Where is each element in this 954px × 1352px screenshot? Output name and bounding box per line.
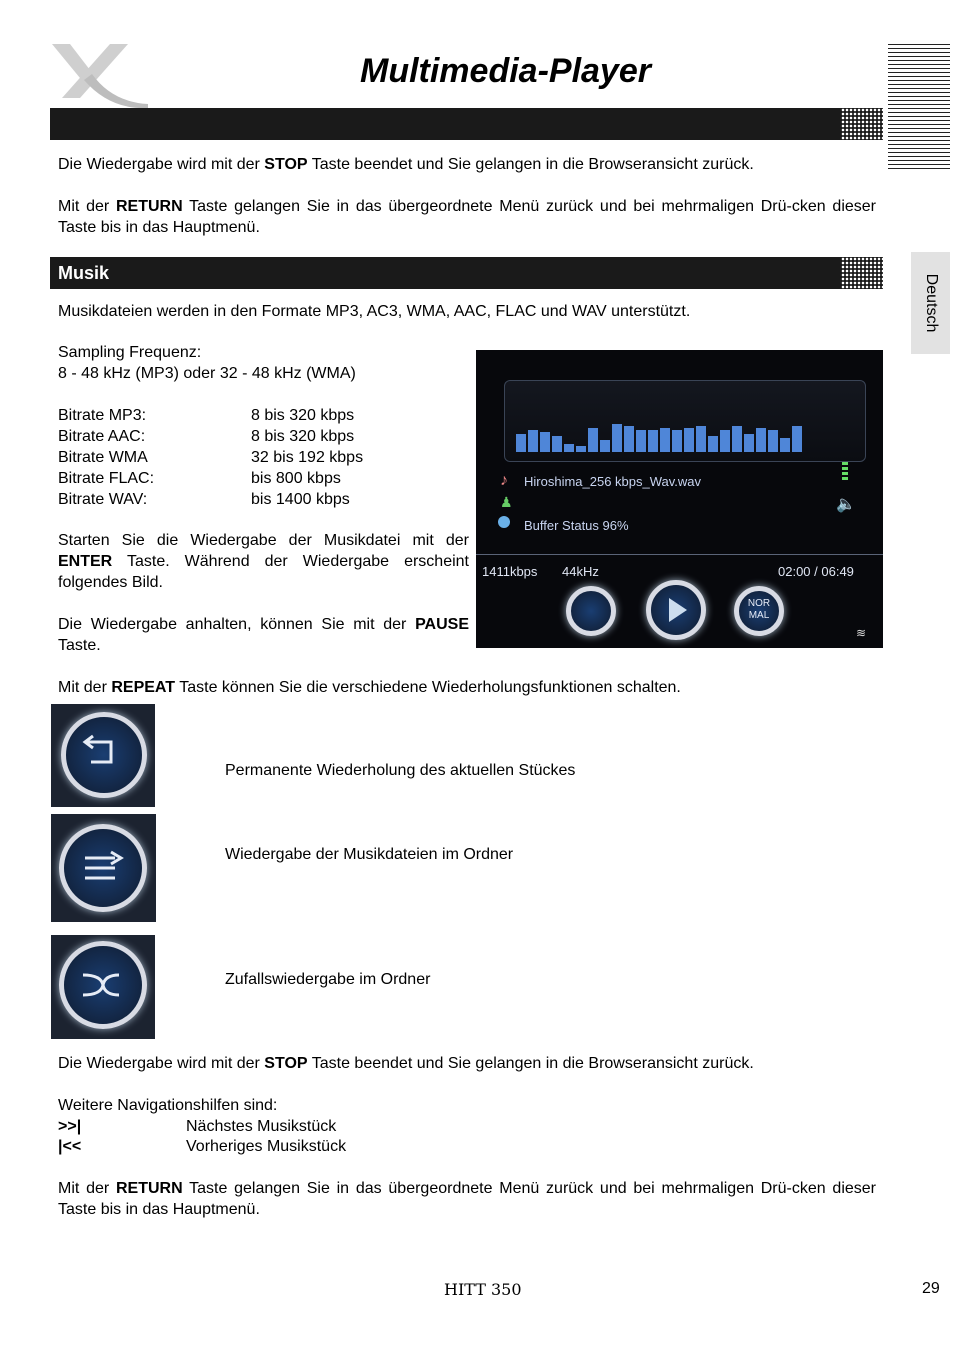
bitrate-value: 8 bis 320 kbps — [251, 428, 355, 445]
sampling-value: 8 - 48 kHz (MP3) oder 32 - 48 kHz (WMA) — [58, 365, 356, 382]
language-tab[interactable]: Deutsch — [911, 252, 950, 354]
nav-key-prev: |<< — [58, 1138, 82, 1155]
decorative-stripes — [888, 44, 950, 172]
nav-desc-next: Nächstes Musikstück — [186, 1118, 337, 1135]
music-note-icon: ♪ — [500, 472, 508, 489]
buffer-icon — [498, 516, 510, 528]
bitrate-value: bis 800 kbps — [251, 470, 341, 487]
bitrate-value: 32 bis 192 kbps — [251, 449, 364, 466]
bitrate-name: Bitrate FLAC: — [58, 470, 155, 487]
shuffle-icon — [51, 935, 155, 1039]
section-title: Musik — [58, 263, 110, 283]
buffer-status-text: Buffer Status 96% — [524, 518, 629, 533]
filename-text: Hiroshima_256 kbps_Wav.wav — [524, 474, 702, 489]
repeat-folder-icon — [51, 814, 156, 922]
signal-level-icon — [842, 462, 848, 480]
frequency-readout: 44kHz — [562, 564, 599, 579]
section-bar-musik — [50, 257, 883, 289]
bitrate-name: Bitrate AAC: — [58, 428, 146, 445]
volume-icon: 🔈 — [836, 496, 856, 513]
header-bar — [50, 108, 883, 140]
bitrate-value: bis 1400 kbps — [251, 491, 350, 508]
page-title: Multimedia-Player — [360, 52, 651, 90]
brand-logo — [50, 40, 150, 110]
bitrate-name: Bitrate WMA — [58, 449, 148, 466]
wifi-icon: ≋ — [856, 626, 867, 640]
intro-return-paragraph: Mit der RETURN Taste gelangen Sie in das übergeordnete Menü zurück und bei mehrmaligen Drü-cken dieser Taste bis in das Hauptmenü. — [58, 198, 876, 236]
sampling-label: Sampling Frequenz: — [58, 344, 202, 361]
page-number: 29 — [922, 1280, 940, 1297]
player-screenshot — [476, 350, 883, 648]
bitrate-value: 8 bis 320 kbps — [251, 407, 355, 424]
bitrate-readout: 1411kbps — [482, 564, 538, 579]
outro-return-paragraph: Mit der RETURN Taste gelangen Sie in das übergeordnete Menü zurück und bei mehrmaligen Drü-cken dieser Taste bis in das Hauptmenü. — [58, 1180, 876, 1218]
play-button[interactable] — [646, 580, 706, 640]
repeat-one-icon — [51, 704, 155, 807]
nav-key-next: >>| — [58, 1118, 82, 1135]
bitrate-name: Bitrate MP3: — [58, 407, 147, 424]
time-readout: 02:00 / 06:49 — [778, 564, 854, 579]
nav-label: Weitere Navigationshilfen sind: — [58, 1097, 278, 1114]
pause-paragraph: Die Wiedergabe anhalten, können Sie mit der PAUSE Taste. — [58, 616, 469, 654]
outro-stop-paragraph: Die Wiedergabe wird mit der STOP Taste beendet und Sie gelangen in die Browseransicht zurück. — [58, 1055, 754, 1072]
repeat-folder-desc: Wiedergabe der Musikdateien im Ordner — [225, 846, 514, 863]
bitrate-name: Bitrate WAV: — [58, 491, 148, 508]
equalizer-bars — [516, 420, 846, 452]
repeat-button[interactable] — [566, 586, 616, 636]
formats-text: Musikdateien werden in den Formate MP3, AC3, WMA, AAC, FLAC und WAV unterstützt. — [58, 303, 691, 320]
play-icon — [669, 598, 687, 622]
start-paragraph: Starten Sie die Wiedergabe der Musikdatei mit der ENTER Taste. Während der Wiedergabe erscheint folgendes Bild. — [58, 532, 469, 591]
repeat-one-desc: Permanente Wiederholung des aktuellen Stückes — [225, 762, 576, 779]
shuffle-desc: Zufallswiedergabe im Ordner — [225, 971, 431, 988]
intro-stop-paragraph: Die Wiedergabe wird mit der STOP Taste beendet und Sie gelangen in die Browseransicht zurück. — [58, 156, 754, 173]
mode-button[interactable]: NOR MAL — [734, 586, 784, 636]
footer-model: HITT 350 — [444, 1280, 522, 1299]
artist-icon: ♟ — [500, 494, 513, 510]
repeat-paragraph: Mit der REPEAT Taste können Sie die verschiedene Wiederholungsfunktionen schalten. — [58, 679, 681, 696]
nav-desc-prev: Vorheriges Musikstück — [186, 1138, 347, 1155]
